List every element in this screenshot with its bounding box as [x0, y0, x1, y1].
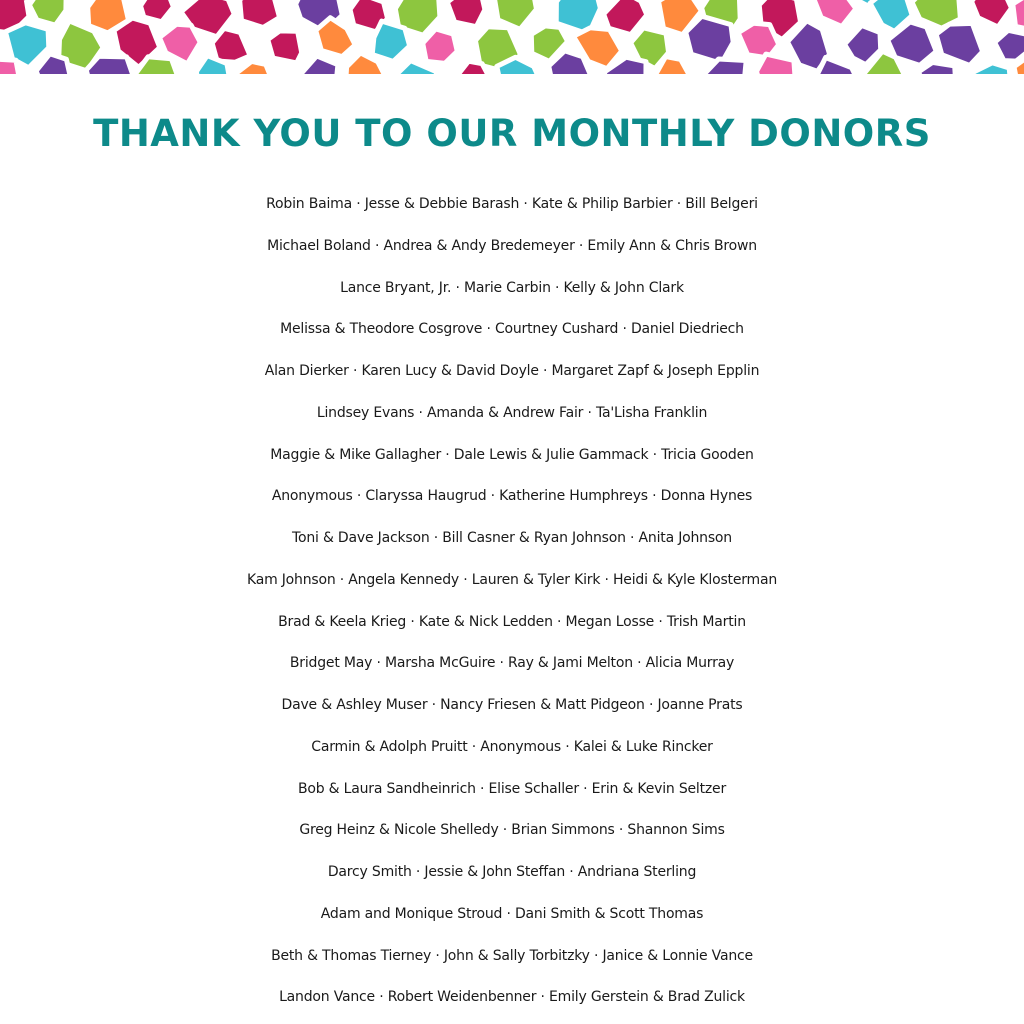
donor-line: Bob & Laura Sandheinrich · Elise Schaller · Erin & Kevin Seltzer — [297, 780, 727, 797]
donor-line: Bridget May · Marsha McGuire · Ray & Jami Melton · Alicia Murray — [289, 655, 735, 672]
donor-line: Alan Dierker · Karen Lucy & David Doyle · Margaret Zapf & Joseph Epplin — [264, 363, 760, 379]
mosaic-tile — [447, 0, 485, 27]
donor-line: Beth & Thomas Tierney · John & Sally Torbitzky · Janice & Lonnie Vance — [271, 947, 753, 964]
donor-line: Lance Bryant, Jr. · Marie Carbin · Kelly & John Clark — [340, 279, 684, 296]
mosaic-tile — [141, 0, 174, 22]
donor-line: Adam and Monique Stroud · Dani Smith & Scott Thomas — [320, 905, 704, 922]
mosaic-tile — [972, 0, 1012, 27]
mosaic-tile — [237, 61, 276, 74]
mosaic-tile — [300, 56, 338, 74]
mosaic-tile — [240, 0, 280, 28]
mosaic-tile — [738, 23, 779, 58]
donor-line: Carmin & Adolph Pruitt · Anonymous · Kalei & Luke Rincker — [311, 738, 713, 755]
mosaic-pattern-icon — [0, 0, 1024, 74]
donor-line: Brad & Keela Krieg · Kate & Nick Ledden · Megan Losse · Trish Martin — [278, 613, 746, 630]
mosaic-tile — [316, 18, 356, 57]
mosaic-tile — [756, 54, 795, 74]
donor-line: Melissa & Theodore Cosgrove · Courtney Cushard · Daniel Diedriech — [280, 321, 744, 338]
donor-line: Greg Heinz & Nicole Shelledy · Brian Simmons · Shannon Sims — [299, 822, 725, 839]
donor-line: Robin Baima · Jesse & Debbie Barash · Kate & Philip Barbier · Bill Belgeri — [266, 196, 758, 212]
donor-list — [0, 184, 1024, 1019]
mosaic-tile — [268, 31, 302, 63]
donor-line: Kam Johnson · Angela Kennedy · Lauren & Tyler Kirk · Heidi & Kyle Klosterman — [246, 571, 778, 588]
page-title: THANK YOU TO OUR MONTHLY DONORS — [93, 112, 931, 155]
donor-line: Dave & Ashley Muser · Nancy Friesen & Matt Pidgeon · Joanne Prats — [281, 697, 743, 713]
mosaic-tile — [816, 58, 857, 75]
mosaic-banner — [0, 0, 1024, 74]
mosaic-tile — [814, 0, 857, 27]
mosaic-tile — [86, 56, 135, 74]
mosaic-tile — [1013, 0, 1024, 32]
donor-line: Maggie & Mike Gallagher · Dale Lewis & Julie Gammack · Tricia Gooden — [270, 446, 754, 463]
mosaic-tile — [29, 0, 66, 25]
mosaic-tile — [936, 23, 983, 65]
donor-line: Darcy Smith · Jessie & John Steffan · Andriana Sterling — [327, 864, 697, 880]
mosaic-tile — [995, 30, 1024, 61]
donor-line: Lindsey Evans · Amanda & Andrew Fair · Ta'Lisha Franklin — [316, 404, 708, 421]
mosaic-tile — [212, 28, 250, 62]
mosaic-tile — [686, 16, 734, 63]
donor-line: Toni & Dave Jackson · Bill Casner & Ryan Johnson · Anita Johnson — [292, 530, 732, 546]
mosaic-tile — [372, 21, 410, 61]
donor-line: Landon Vance · Robert Weidenbenner · Emily Gerstein & Brad Zulick — [279, 989, 745, 1006]
donor-line: Anonymous · Claryssa Haugrud · Katherine Humphreys · Donna Hynes — [271, 488, 753, 505]
donor-line: Michael Boland · Andrea & Andy Bredemeyer · Emily Ann & Chris Brown — [267, 237, 757, 254]
mosaic-tile — [0, 59, 22, 74]
mosaic-tile — [423, 29, 458, 64]
mosaic-tile — [973, 63, 1011, 74]
